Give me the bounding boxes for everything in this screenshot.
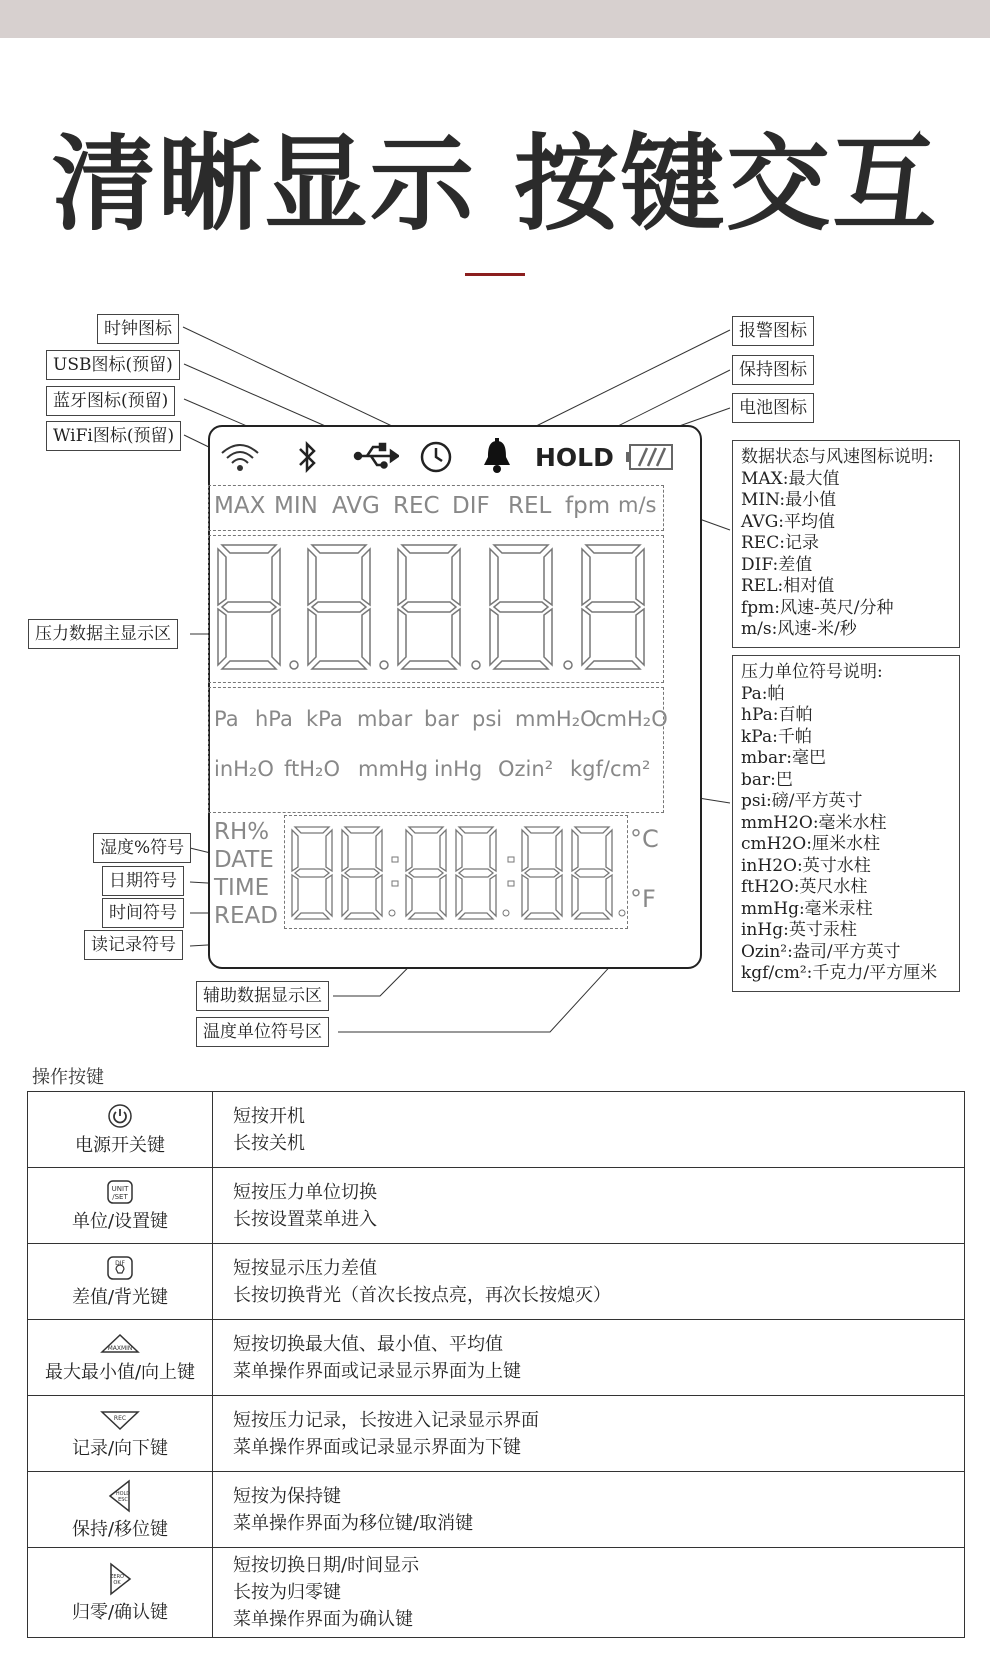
status-legend-title: 数据状态与风速图标说明: xyxy=(741,447,934,467)
unit-legend-item: mmHg:毫米汞柱 xyxy=(741,898,873,919)
symbol-date: DATE xyxy=(214,847,274,873)
unit-ozin2: Ozin² xyxy=(498,757,554,781)
aux-seven-segment-digits xyxy=(288,823,628,923)
unit-legend-item: bar:巴 xyxy=(741,769,793,790)
svg-text:OK: OK xyxy=(113,1579,121,1586)
desc-line: 短按压力单位切换 xyxy=(233,1181,377,1203)
table-row xyxy=(28,1092,965,1168)
desc-line: 短按显示压力差值 xyxy=(233,1257,377,1279)
status-legend-item: MAX:最大值 xyxy=(741,468,840,489)
status-legend-item: AVG:平均值 xyxy=(741,511,836,532)
status-legend-item: MIN:最小值 xyxy=(741,490,837,510)
unit-legend-item: mbar:毫巴 xyxy=(741,748,826,768)
key-description xyxy=(213,1396,965,1472)
label-alarm-icon: 报警图标 xyxy=(732,316,814,346)
units-box xyxy=(208,687,664,813)
unit-hpa: hPa xyxy=(255,707,293,731)
symbol-rh: RH% xyxy=(214,819,270,845)
unit-legend-item: cmH2O:厘米水柱 xyxy=(741,834,880,854)
dif-backlight-icon xyxy=(106,1255,134,1281)
label-temp-unit: 温度单位符号区 xyxy=(196,1017,329,1047)
power-icon xyxy=(107,1103,133,1129)
unit-legend-item: inHg:英寸汞柱 xyxy=(741,920,857,940)
label-wifi-icon: WiFi图标(预留) xyxy=(46,421,181,451)
key-cell xyxy=(28,1396,213,1472)
key-name: 归零/确认键 xyxy=(71,1601,169,1623)
symbol-time: TIME xyxy=(214,875,270,901)
lcd-panel xyxy=(208,425,702,969)
unit-set-icon xyxy=(106,1179,134,1205)
key-description xyxy=(213,1092,965,1168)
desc-line: 短按切换日期/时间显示 xyxy=(233,1555,420,1576)
status-legend xyxy=(732,440,960,648)
unit-legend-item: hPa:百帕 xyxy=(741,705,813,725)
desc-line: 长按切换背光（首次长按点亮，再次长按熄灭） xyxy=(233,1284,611,1306)
unit-kgfcm2: kgf/cm² xyxy=(570,757,651,781)
operations-table xyxy=(27,1091,965,1638)
status-max: MAX xyxy=(214,493,266,519)
label-clock-icon: 时钟图标 xyxy=(97,314,179,344)
desc-line: 菜单操作界面或记录显示界面为下键 xyxy=(233,1436,521,1458)
unit-legend-item: Pa:帕 xyxy=(741,683,785,704)
key-description xyxy=(213,1244,965,1320)
status-legend-item: fpm:风速-英尺/分种 xyxy=(741,597,894,618)
table-row xyxy=(28,1396,965,1472)
desc-line: 菜单操作界面为移位键/取消键 xyxy=(233,1512,474,1534)
wifi-icon xyxy=(218,439,262,475)
key-name: 差值/背光键 xyxy=(71,1286,169,1308)
key-description xyxy=(213,1320,965,1396)
unit-mmh2o: mmH₂O xyxy=(515,707,597,731)
key-cell xyxy=(28,1244,213,1320)
key-cell xyxy=(28,1168,213,1244)
unit-legend-item: Ozin²:盎司/平方英寸 xyxy=(741,941,901,962)
unit-kpa: kPa xyxy=(306,707,343,731)
status-min: MIN xyxy=(274,493,318,519)
status-legend-item: DIF:差值 xyxy=(741,554,813,575)
status-legend-item: REL:相对值 xyxy=(741,576,835,596)
key-cell xyxy=(28,1548,213,1638)
key-description xyxy=(213,1472,965,1548)
label-date-symbol: 日期符号 xyxy=(102,866,184,896)
desc-line: 短按开机 xyxy=(233,1105,305,1127)
rec-down-icon xyxy=(100,1408,140,1432)
label-usb-icon: USB图标(预留) xyxy=(46,350,180,380)
status-dif: DIF xyxy=(452,493,490,519)
unit-legend-title: 压力单位符号说明: xyxy=(741,662,883,682)
unit-bar: bar xyxy=(424,707,459,731)
key-name: 电源开关键 xyxy=(75,1134,165,1156)
svg-text:HOLD: HOLD xyxy=(115,1490,131,1497)
key-cell xyxy=(28,1320,213,1396)
maxmin-up-icon xyxy=(100,1332,140,1356)
svg-text:ESC: ESC xyxy=(118,1496,128,1503)
key-name: 单位/设置键 xyxy=(71,1210,169,1232)
label-hold-icon: 保持图标 xyxy=(732,355,814,385)
unit-legend-item: kgf/cm²:千克力/平方厘米 xyxy=(741,963,938,983)
unit-mmhg: mmHg xyxy=(358,757,429,781)
usb-icon xyxy=(353,441,399,471)
label-humidity-symbol: 湿度%符号 xyxy=(93,833,191,863)
main-seven-segment-digits xyxy=(210,539,664,679)
label-time-symbol: 时间符号 xyxy=(102,898,184,928)
svg-text:/SET: /SET xyxy=(112,1192,128,1201)
svg-text:ZERO: ZERO xyxy=(110,1573,124,1580)
unit-fth2o: ftH₂O xyxy=(284,757,340,781)
desc-line: 长按关机 xyxy=(233,1132,305,1154)
table-row xyxy=(28,1548,965,1638)
unit-inhg: inHg xyxy=(434,757,483,781)
desc-line: 短按压力记录，长按进入记录显示界面 xyxy=(233,1409,539,1431)
unit-pa: Pa xyxy=(214,707,239,731)
desc-line: 菜单操作界面为确认键 xyxy=(233,1609,413,1630)
temp-fahrenheit: °F xyxy=(630,885,656,913)
status-legend-item: m/s:风速-米/秒 xyxy=(741,619,857,639)
status-rel: REL xyxy=(508,493,552,519)
unit-legend-item: kPa:千帕 xyxy=(741,726,812,747)
battery-icon xyxy=(625,442,675,472)
unit-cmh2o: cmH₂O xyxy=(595,707,668,731)
unit-psi: psi xyxy=(472,707,503,731)
svg-text:MAXMIN: MAXMIN xyxy=(107,1344,133,1352)
temp-celsius: °C xyxy=(630,825,659,853)
status-legend-item: REC:记录 xyxy=(741,533,819,553)
symbol-read: READ xyxy=(214,903,278,929)
label-aux-display: 辅助数据显示区 xyxy=(196,981,329,1011)
table-row xyxy=(28,1168,965,1244)
clock-icon xyxy=(418,439,454,475)
unit-legend-item: mmH2O:毫米水柱 xyxy=(741,812,887,833)
table-row xyxy=(28,1244,965,1320)
unit-legend-item: ftH2O:英尺水柱 xyxy=(741,877,868,897)
table-row xyxy=(28,1472,965,1548)
key-description xyxy=(213,1168,965,1244)
operations-title: 操作按键 xyxy=(32,1067,104,1088)
key-name: 保持/移位键 xyxy=(71,1518,169,1540)
label-bluetooth-icon: 蓝牙图标(预留) xyxy=(46,386,175,416)
alarm-bell-icon xyxy=(480,437,514,475)
svg-text:UNIT: UNIT xyxy=(111,1184,129,1193)
status-fpm: fpm xyxy=(565,493,611,519)
hold-shift-icon xyxy=(107,1479,133,1513)
label-read-symbol: 读记录符号 xyxy=(84,930,183,960)
key-name: 最大最小值/向上键 xyxy=(44,1361,196,1383)
unit-legend-item: inH2O:英寸水柱 xyxy=(741,855,871,876)
desc-line: 短按切换最大值、最小值、平均值 xyxy=(233,1333,503,1355)
status-avg: AVG xyxy=(332,493,380,519)
status-ms: m/s xyxy=(618,493,657,517)
hold-indicator: HOLD xyxy=(535,443,614,472)
key-name: 记录/向下键 xyxy=(71,1437,169,1459)
svg-text:REC: REC xyxy=(113,1414,127,1422)
desc-line: 长按为归零键 xyxy=(233,1582,341,1603)
page-title: 清晰显示 按键交互 xyxy=(51,123,939,245)
key-cell xyxy=(28,1472,213,1548)
desc-line: 短按为保持键 xyxy=(233,1485,341,1507)
key-description xyxy=(213,1548,965,1638)
unit-legend-item: psi:磅/平方英寸 xyxy=(741,791,863,811)
label-main-display: 压力数据主显示区 xyxy=(28,619,178,649)
status-rec: REC xyxy=(393,493,440,519)
desc-line: 长按设置菜单进入 xyxy=(233,1208,377,1230)
svg-text:DIF: DIF xyxy=(115,1259,125,1267)
table-row xyxy=(28,1320,965,1396)
zero-ok-icon xyxy=(107,1562,133,1596)
unit-inh2o: inH₂O xyxy=(214,757,274,781)
bluetooth-icon xyxy=(296,439,320,475)
desc-line: 菜单操作界面或记录显示界面为上键 xyxy=(233,1360,521,1382)
key-cell xyxy=(28,1092,213,1168)
label-battery-icon: 电池图标 xyxy=(732,393,814,423)
unit-legend xyxy=(732,655,960,992)
unit-mbar: mbar xyxy=(357,707,413,731)
